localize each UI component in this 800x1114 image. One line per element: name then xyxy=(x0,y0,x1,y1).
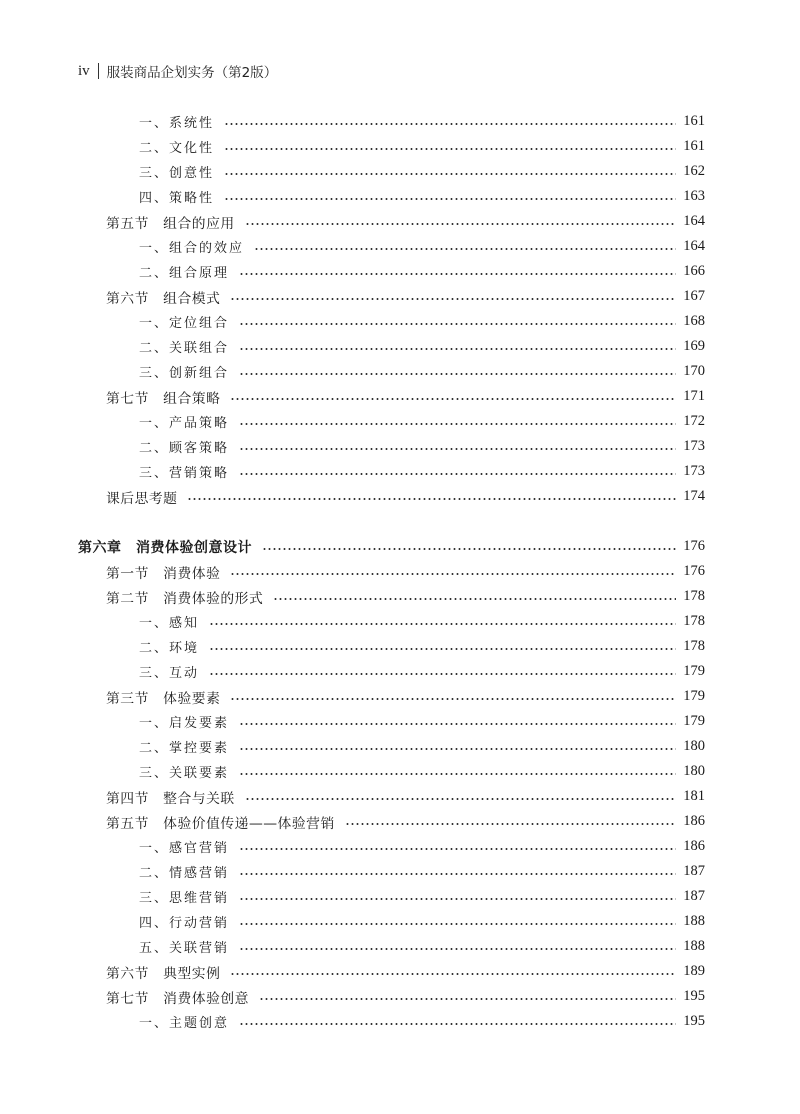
dot-leader xyxy=(259,998,676,1000)
dot-leader xyxy=(239,323,676,325)
toc-entry[interactable] xyxy=(0,734,705,759)
toc-entry[interactable] xyxy=(0,884,705,909)
dot-leader xyxy=(230,698,676,700)
toc-entry[interactable] xyxy=(0,384,705,409)
dot-leader xyxy=(245,223,676,225)
dot-leader xyxy=(273,598,676,600)
toc-entry-page: 164 xyxy=(683,213,705,229)
toc-entry[interactable] xyxy=(0,109,705,134)
dot-leader xyxy=(239,948,676,950)
toc-entry[interactable] xyxy=(0,934,705,959)
dot-leader xyxy=(254,248,676,250)
toc-entry-title: 二、文化性 xyxy=(139,141,215,156)
toc-entry-title: 三、营销策略 xyxy=(139,466,230,481)
toc-entry-title: 第三节 体验要素 xyxy=(106,690,221,707)
toc-entry[interactable] xyxy=(0,609,705,634)
toc-entry-title: 第七节 消费体验创意 xyxy=(106,990,249,1007)
toc-entry-page: 163 xyxy=(683,188,705,204)
toc-entry[interactable] xyxy=(0,859,705,884)
toc-entry-page: 174 xyxy=(683,488,705,504)
dot-leader xyxy=(209,623,676,625)
toc-entry-page: 164 xyxy=(683,238,705,254)
toc-entry-page: 171 xyxy=(683,388,705,404)
toc-entry-title: 第六节 组合模式 xyxy=(106,290,221,307)
toc-entry[interactable] xyxy=(0,284,705,309)
toc-entry[interactable] xyxy=(0,234,705,259)
toc-entry-title: 四、策略性 xyxy=(139,191,215,206)
dot-leader xyxy=(239,898,676,900)
dot-leader xyxy=(209,673,676,675)
toc-entry-title: 第五节 体验价值传递——体验营销 xyxy=(106,815,335,832)
toc-entry[interactable] xyxy=(0,184,705,209)
book-title: 服装商品企划实务（第2版） xyxy=(106,65,278,81)
toc-entry[interactable] xyxy=(0,959,705,984)
toc-entry[interactable] xyxy=(0,809,705,834)
toc-entry[interactable] xyxy=(0,259,705,284)
toc-entry-page: 179 xyxy=(683,688,705,704)
toc-entry-page: 176 xyxy=(683,538,705,554)
dot-leader xyxy=(230,398,676,400)
toc-entry-page: 195 xyxy=(683,988,705,1004)
toc-entry-title: 三、关联要素 xyxy=(139,766,230,781)
toc-entry-page: 178 xyxy=(683,638,705,654)
toc-entry-page: 186 xyxy=(683,813,705,829)
dot-leader xyxy=(239,848,676,850)
toc-entry-page: 181 xyxy=(683,788,705,804)
toc-entry[interactable] xyxy=(0,659,705,684)
dot-leader xyxy=(345,823,676,825)
toc-entry[interactable] xyxy=(0,709,705,734)
toc-entry[interactable] xyxy=(0,209,705,234)
toc-entry-page: 176 xyxy=(683,563,705,579)
dot-leader xyxy=(239,723,676,725)
toc-entry[interactable] xyxy=(0,309,705,334)
toc-entry[interactable] xyxy=(0,784,705,809)
dot-leader xyxy=(187,498,676,500)
toc-entry-title: 二、顾客策略 xyxy=(139,441,230,456)
toc-entry-page: 180 xyxy=(683,763,705,779)
dot-leader xyxy=(239,473,676,475)
page-number: iv xyxy=(78,62,90,79)
toc-entry-title: 第一节 消费体验 xyxy=(106,565,221,582)
toc-entry-title: 二、关联组合 xyxy=(139,341,230,356)
toc-entry-title: 一、启发要素 xyxy=(139,716,230,731)
dot-leader xyxy=(230,298,676,300)
toc-entry-title: 一、主题创意 xyxy=(139,1016,230,1031)
toc-entry-title: 第六章 消费体验创意设计 xyxy=(78,539,252,556)
dot-leader xyxy=(230,973,676,975)
toc-entry-page: 179 xyxy=(683,713,705,729)
toc-entry-title: 三、创意性 xyxy=(139,166,215,181)
toc-entry-page: 167 xyxy=(683,288,705,304)
toc-entry[interactable] xyxy=(0,559,705,584)
dot-leader xyxy=(239,748,676,750)
dot-leader xyxy=(239,373,676,375)
toc-entry-page: 179 xyxy=(683,663,705,679)
dot-leader xyxy=(239,348,676,350)
dot-leader xyxy=(224,173,676,175)
toc-entry[interactable] xyxy=(0,434,705,459)
dot-leader xyxy=(224,123,676,125)
toc-entry[interactable] xyxy=(0,909,705,934)
dot-leader xyxy=(239,448,676,450)
toc-entry-title: 五、关联营销 xyxy=(139,941,230,956)
toc-entry[interactable] xyxy=(0,159,705,184)
toc-entry-title: 三、思维营销 xyxy=(139,891,230,906)
toc-entry-title: 二、环境 xyxy=(139,641,200,656)
toc-entry[interactable] xyxy=(0,459,705,484)
toc-entry-page: 172 xyxy=(683,413,705,429)
dot-leader xyxy=(239,773,676,775)
toc-entry[interactable] xyxy=(0,409,705,434)
toc-entry[interactable] xyxy=(0,534,705,559)
toc-entry-page: 166 xyxy=(683,263,705,279)
toc-entry-title: 二、情感营销 xyxy=(139,866,230,881)
toc-entry-title: 第二节 消费体验的形式 xyxy=(106,590,264,607)
toc-entry[interactable] xyxy=(0,134,705,159)
toc-entry-page: 187 xyxy=(683,863,705,879)
toc-entry-page: 178 xyxy=(683,613,705,629)
dot-leader xyxy=(239,923,676,925)
toc-entry-page: 195 xyxy=(683,1013,705,1029)
dot-leader xyxy=(239,273,676,275)
toc-entry-title: 第五节 组合的应用 xyxy=(106,215,235,232)
toc-entry-page: 180 xyxy=(683,738,705,754)
toc-entry-title: 第四节 整合与关联 xyxy=(106,790,235,807)
toc-entry[interactable] xyxy=(0,834,705,859)
toc-entry[interactable] xyxy=(0,359,705,384)
toc-entry[interactable] xyxy=(0,984,705,1009)
toc-entry-page: 168 xyxy=(683,313,705,329)
dot-leader xyxy=(262,548,676,550)
toc-entry-page: 162 xyxy=(683,163,705,179)
toc-entry-title: 三、创新组合 xyxy=(139,366,230,381)
dot-leader xyxy=(239,1023,676,1025)
dot-leader xyxy=(230,573,676,575)
toc-entry-page: 186 xyxy=(683,838,705,854)
dot-leader xyxy=(245,798,676,800)
toc-entry-title: 一、组合的效应 xyxy=(139,241,245,256)
dot-leader xyxy=(224,148,676,150)
toc-entry[interactable] xyxy=(0,484,705,509)
dot-leader xyxy=(224,198,676,200)
toc-entry-title: 第六节 典型实例 xyxy=(106,965,221,982)
toc-entry-title: 一、定位组合 xyxy=(139,316,230,331)
toc-entry-page: 188 xyxy=(683,913,705,929)
toc-entry-page: 161 xyxy=(683,138,705,154)
toc-entry-title: 一、系统性 xyxy=(139,116,215,131)
toc-entry-title: 一、感知 xyxy=(139,616,200,631)
toc-entry-page: 187 xyxy=(683,888,705,904)
toc-entry[interactable] xyxy=(0,1009,705,1034)
toc-entry-page: 173 xyxy=(683,463,705,479)
toc-entry[interactable] xyxy=(0,334,705,359)
toc-entry-page: 170 xyxy=(683,363,705,379)
toc-entry[interactable] xyxy=(0,634,705,659)
toc-entry-title: 二、组合原理 xyxy=(139,266,230,281)
toc-entry-title: 第七节 组合策略 xyxy=(106,390,221,407)
toc-entry-page: 188 xyxy=(683,938,705,954)
dot-leader xyxy=(239,873,676,875)
toc-entry-title: 课后思考题 xyxy=(106,490,178,507)
toc-entry[interactable] xyxy=(0,584,705,609)
toc-entry-title: 三、互动 xyxy=(139,666,200,681)
toc-entry-title: 一、产品策略 xyxy=(139,416,230,431)
toc-entry-title: 二、掌控要素 xyxy=(139,741,230,756)
toc-entry-page: 178 xyxy=(683,588,705,604)
dot-leader xyxy=(239,423,676,425)
toc-entry-page: 189 xyxy=(683,963,705,979)
toc-entry[interactable] xyxy=(0,759,705,784)
toc-entry-title: 四、行动营销 xyxy=(139,916,230,931)
toc-entry-page: 161 xyxy=(683,113,705,129)
toc-entry[interactable] xyxy=(0,684,705,709)
dot-leader xyxy=(209,648,676,650)
toc-entry-page: 169 xyxy=(683,338,705,354)
toc-entry-page: 173 xyxy=(683,438,705,454)
toc-entry-title: 一、感官营销 xyxy=(139,841,230,856)
